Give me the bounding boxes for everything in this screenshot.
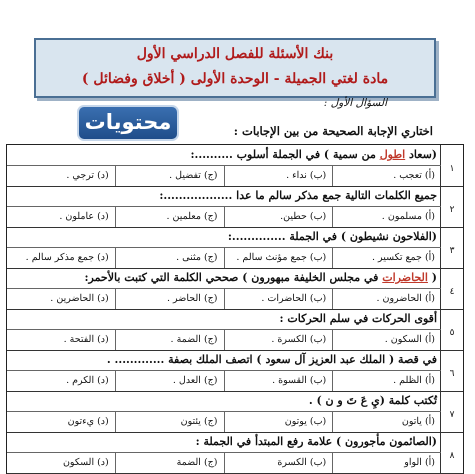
question-row <box>7 391 463 433</box>
answer-option[interactable]: (ب) حطين. <box>224 207 333 227</box>
question-text <box>9 271 437 284</box>
question-number <box>440 309 463 350</box>
answer-options <box>7 411 441 432</box>
question-number <box>440 268 463 309</box>
question-text-part: (الفلاحون نشيطون ) في الجملة ..............: <box>227 230 437 243</box>
title-banner <box>34 38 436 98</box>
answer-option[interactable]: (ج) مثنى . <box>115 248 224 268</box>
question-number-label: ٧ <box>449 409 455 420</box>
answer-option[interactable]: (أ) الواو <box>332 453 441 473</box>
question-text <box>9 312 437 325</box>
question-number <box>440 145 463 186</box>
answer-option[interactable]: (ج) معلمين . <box>115 207 224 227</box>
answer-options <box>7 206 441 227</box>
question-row <box>7 432 463 474</box>
question-text-part: من سمية ) في الجملة أسلوب ..........: <box>190 148 380 161</box>
answer-option[interactable]: (ج) تفضيل . <box>115 166 224 186</box>
answer-option[interactable]: (ب) يوتون <box>224 412 333 432</box>
answer-option[interactable]: (ب) الكسرة . <box>224 330 333 350</box>
question-number-label: ٦ <box>449 368 455 379</box>
questions-table <box>6 144 464 474</box>
answer-option[interactable]: (أ) السكون . <box>332 330 441 350</box>
banner-title: بنك الأسئلة للفصل الدراسي الأول <box>136 46 334 62</box>
question-number-label: ٣ <box>449 245 455 256</box>
question-text <box>9 189 437 202</box>
question-text-part: ( <box>427 271 437 284</box>
answer-option[interactable]: (أ) الظلم . <box>332 371 441 391</box>
question-number <box>440 227 463 268</box>
question-row <box>7 186 463 228</box>
question-number-label: ٥ <box>449 327 455 338</box>
answer-options <box>7 165 441 186</box>
question-text-part: في مجلس الخليفة مبهورون ) صححي الكلمة التي كتبت بالأحمر: <box>84 271 383 284</box>
answer-option[interactable]: (ب) نداء . <box>224 166 333 186</box>
banner-subtitle: مادة لغتي الجميلة - الوحدة الأولى ( أخلاق وفضائل ) <box>81 71 389 87</box>
answer-option[interactable]: (أ) مسلمون . <box>332 207 441 227</box>
answer-option[interactable]: (أ) الحاضرون . <box>332 289 441 309</box>
question-text-part: (الصائمون مأجورون ) علامة رفع المبتدأ في الجملة : <box>195 435 437 448</box>
question-number <box>440 391 463 432</box>
answer-option[interactable]: (ب) القسوة . <box>224 371 333 391</box>
answer-option[interactable]: (د) السكون <box>62 457 109 468</box>
answer-option[interactable]: (ج) الضمة . <box>115 330 224 350</box>
answer-option[interactable]: (ب) الحاضرات . <box>224 289 333 309</box>
question-row <box>7 227 463 269</box>
answer-option[interactable]: (أ) جمع تكسير . <box>332 248 441 268</box>
question-text <box>9 148 437 161</box>
answer-option[interactable]: (د) جمع مذكر سالم . <box>25 252 109 263</box>
question-number <box>440 432 463 473</box>
question-row <box>7 268 463 310</box>
question-text-part: تُكتب كلمة (يِ عَ تَ و ن ) . <box>308 394 437 407</box>
answer-options <box>7 288 441 309</box>
answer-option[interactable]: (ج) الحاضر . <box>115 289 224 309</box>
answer-options <box>7 247 441 268</box>
site-logo: محتويات <box>77 105 179 141</box>
question-text <box>9 394 437 407</box>
instructions: اختاري الإجابة الصحيحة من بين الإجابات : <box>233 124 433 138</box>
question-text <box>9 230 437 243</box>
answer-option[interactable]: (د) الفتحة . <box>63 334 109 345</box>
answer-option[interactable]: (د) ترجي . <box>66 170 109 181</box>
answer-option[interactable]: (ب) الكسرة <box>224 453 333 473</box>
answer-option[interactable]: (أ) تعجب . <box>332 166 441 186</box>
question-row <box>7 350 463 392</box>
question-number-label: ٨ <box>449 450 455 461</box>
answer-options <box>7 370 441 391</box>
question-text <box>9 435 437 448</box>
question-number <box>440 186 463 227</box>
question-number <box>440 350 463 391</box>
question-number-label: ٢ <box>449 204 455 215</box>
answer-option[interactable]: (ج) يئتون <box>115 412 224 432</box>
highlighted-word: اطول <box>379 148 406 161</box>
answer-option[interactable]: (د) الكرم . <box>66 375 109 386</box>
question-text-part: في قصة ( الملك عبد العزيز آل سعود ) اتصف الملك بصفة ............. . <box>106 353 437 366</box>
question-text-part: (سعاد <box>405 148 437 161</box>
question-number-label: ١ <box>449 163 455 174</box>
question-number-label: ٤ <box>449 286 455 297</box>
question-text <box>9 353 437 366</box>
answer-option[interactable]: (د) يءتون <box>67 416 109 427</box>
answer-options <box>7 329 441 350</box>
answer-option[interactable]: (د) الحاضرين . <box>50 293 109 304</box>
question-text-part: جميع الكلمات التالية جمع مذكر سالم ما عدا ..................: <box>159 189 437 202</box>
question-row <box>7 145 463 187</box>
question-text-part: أقوى الحركات في سلم الحركات : <box>279 312 437 325</box>
section-label: السؤال الأول : <box>323 97 387 109</box>
answer-option[interactable]: (ج) العدل . <box>115 371 224 391</box>
answer-option[interactable]: (ب) جمع مؤنث سالم . <box>224 248 333 268</box>
answer-option[interactable]: (أ) ياتون <box>332 412 441 432</box>
answer-option[interactable]: (د) عاملون . <box>59 211 109 222</box>
answer-option[interactable]: (ج) الضمة <box>115 453 224 473</box>
highlighted-word: الحاضرات <box>382 271 428 284</box>
question-row <box>7 309 463 351</box>
